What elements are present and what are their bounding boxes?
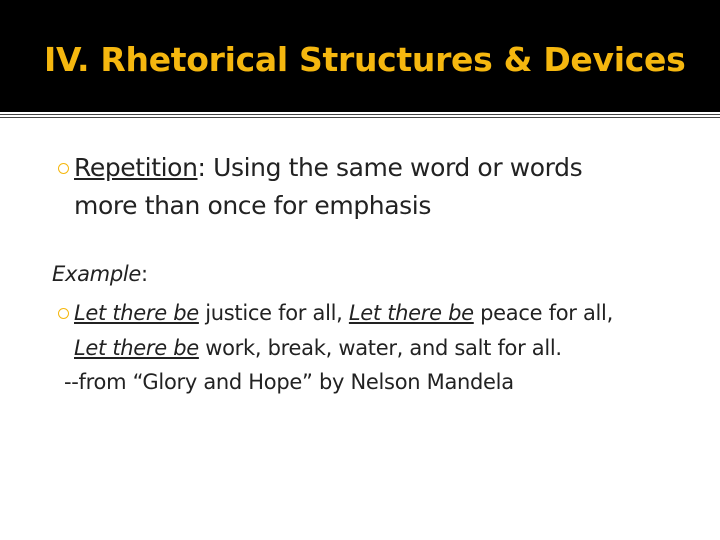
hollow-circle-bullet-icon [58, 163, 69, 174]
quote-attribution: --from “Glory and Hope” by Nelson Mandela [64, 370, 514, 394]
definition-text-1: Using the same word or words [205, 153, 583, 182]
quote-line-1: Let there be justice for all, Let there be peace for all, [74, 301, 613, 325]
anaphora-phrase: Let there be [348, 301, 474, 325]
title-bar [0, 0, 720, 112]
term-separator: : [197, 153, 206, 182]
definition-line-1 [74, 153, 582, 182]
slide-title: IV. Rhetorical Structures & Devices [44, 40, 686, 79]
anaphora-phrase: Let there be [74, 301, 199, 325]
term-repetition: Repetition [74, 153, 198, 182]
example-label: Example: [52, 262, 148, 286]
quote-line-2: Let there be work, break, water, and salt for all. [74, 336, 562, 360]
anaphora-phrase: Let there be [74, 336, 199, 360]
title-divider [0, 114, 720, 118]
definition-line-2: more than once for emphasis [74, 191, 431, 220]
hollow-circle-bullet-icon [58, 308, 69, 319]
